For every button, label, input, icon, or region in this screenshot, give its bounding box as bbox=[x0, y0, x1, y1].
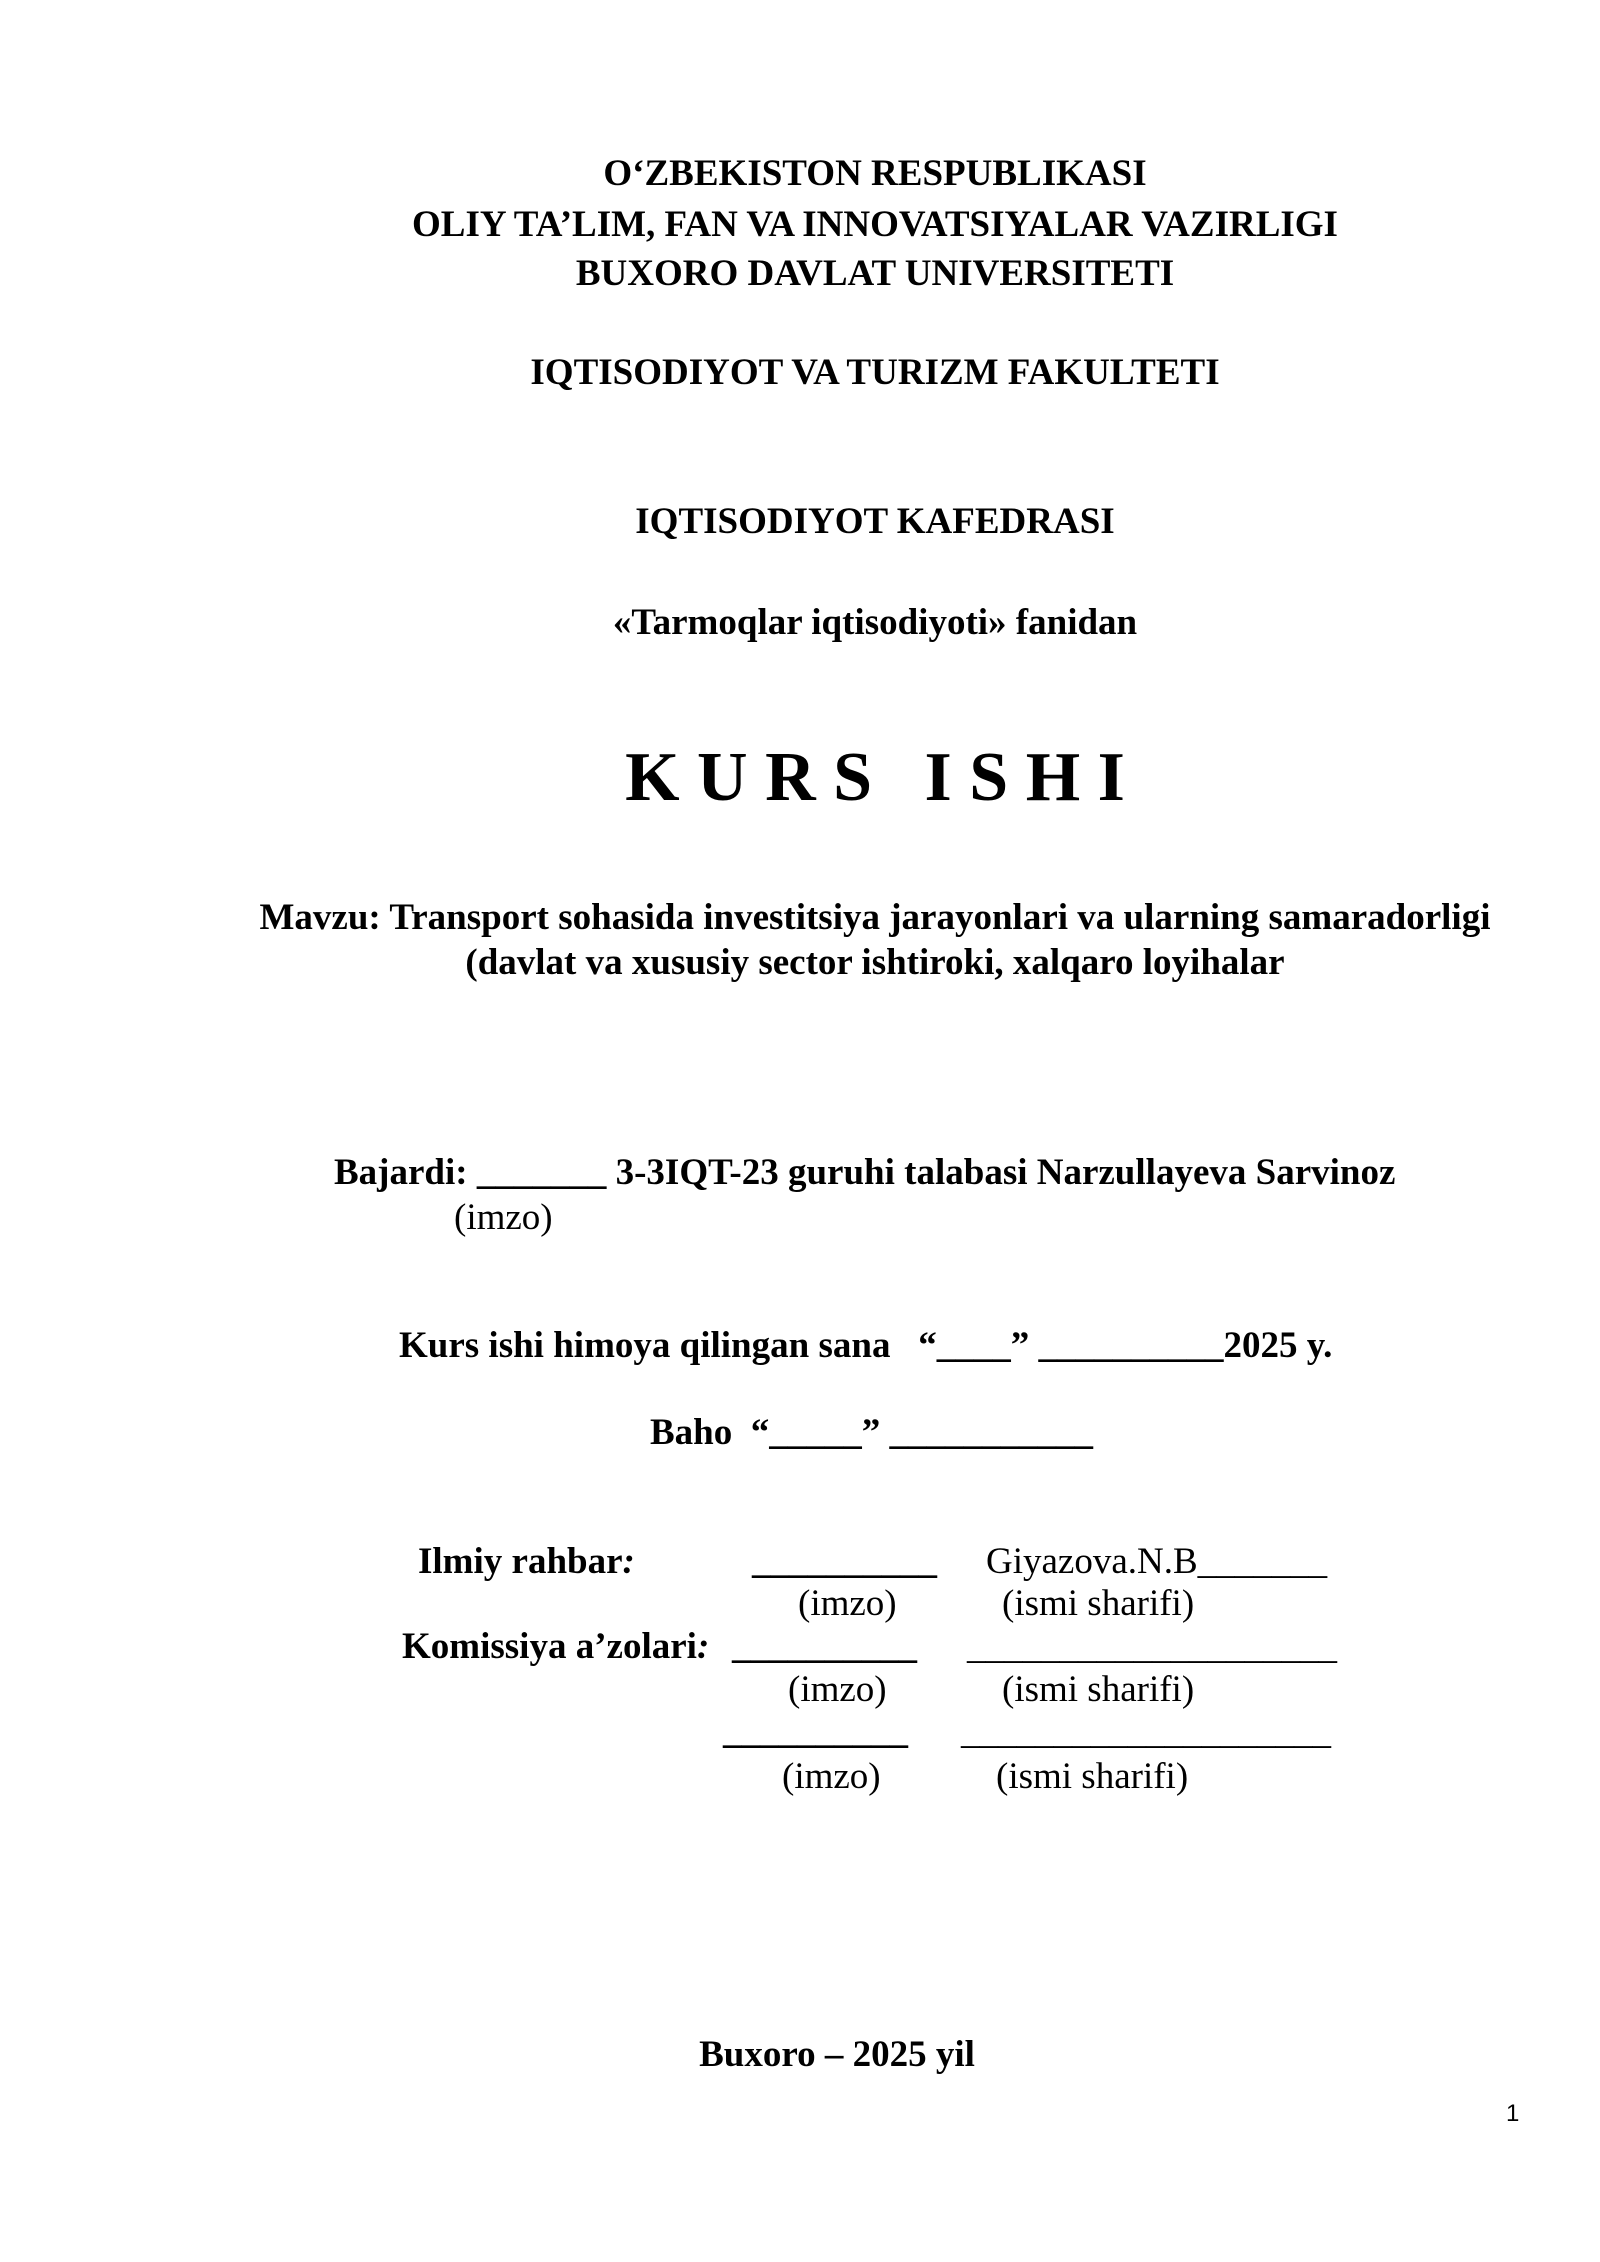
ministry-heading: OLIY TA’LIM, FAN VA INNOVATSIYALAR VAZIRLIGI bbox=[412, 204, 1338, 245]
author-signature-caption: (imzo) bbox=[454, 1197, 553, 1238]
commission-member-2-signature-line: __________ bbox=[723, 1711, 908, 1752]
faculty-heading: IQTISODIYOT VA TURIZM FAKULTETI bbox=[530, 352, 1220, 393]
supervisor-signature-caption: (imzo) bbox=[798, 1583, 897, 1624]
commission-member-1-name-caption: (ismi sharifi) bbox=[1002, 1669, 1195, 1710]
university-heading: BUXORO DAVLAT UNIVERSITETI bbox=[575, 253, 1175, 294]
topic-line-2: (davlat va xususiy sector ishtiroki, xalqaro loyihalar bbox=[465, 942, 1285, 983]
author-line: Bajardi: _______ 3-3IQT-23 guruhi talabasi Narzullayeva Sarvinoz bbox=[334, 1152, 1396, 1193]
supervisor-label-text: Ilmiy rahbar bbox=[418, 1541, 623, 1582]
page-number: 1 bbox=[1506, 2100, 1520, 2127]
document-title: K U R S I S H I bbox=[625, 739, 1125, 816]
commission-member-2-name-line: ____________________ bbox=[961, 1711, 1331, 1752]
commission-label-colon: : bbox=[696, 1626, 710, 1667]
commission-member-1-name-line: ____________________ bbox=[967, 1626, 1337, 1667]
supervisor-label-colon: : bbox=[622, 1541, 635, 1582]
commission-member-1-signature-line: __________ bbox=[732, 1626, 917, 1667]
department-heading: IQTISODIYOT KAFEDRASI bbox=[635, 501, 1115, 542]
country-heading: O‘ZBEKISTON RESPUBLIKASI bbox=[603, 153, 1147, 194]
place-and-year: Buxoro – 2025 yil bbox=[699, 2034, 975, 2075]
commission-label-text: Komissiya a’zolari bbox=[402, 1626, 697, 1667]
defense-date-line: Kurs ishi himoya qilingan sana “____” __________2025 y. bbox=[399, 1325, 1333, 1366]
subject-line: «Tarmoqlar iqtisodiyoti» fanidan bbox=[612, 602, 1138, 643]
supervisor-signature-line: __________ bbox=[752, 1541, 937, 1582]
commission-member-2-name-caption: (ismi sharifi) bbox=[996, 1756, 1189, 1797]
supervisor-name: Giyazova.N.B_______ bbox=[986, 1541, 1328, 1582]
commission-label bbox=[402, 1625, 709, 1669]
commission-member-1-signature-caption: (imzo) bbox=[788, 1669, 887, 1710]
supervisor-label bbox=[418, 1540, 635, 1584]
supervisor-name-caption: (ismi sharifi) bbox=[1002, 1583, 1195, 1624]
grade-line: Baho “_____” ___________ bbox=[650, 1412, 1094, 1453]
commission-member-2-signature-caption: (imzo) bbox=[782, 1756, 881, 1797]
topic-line-1: Mavzu: Transport sohasida investitsiya jarayonlari va ularning samaradorligi bbox=[259, 897, 1491, 938]
